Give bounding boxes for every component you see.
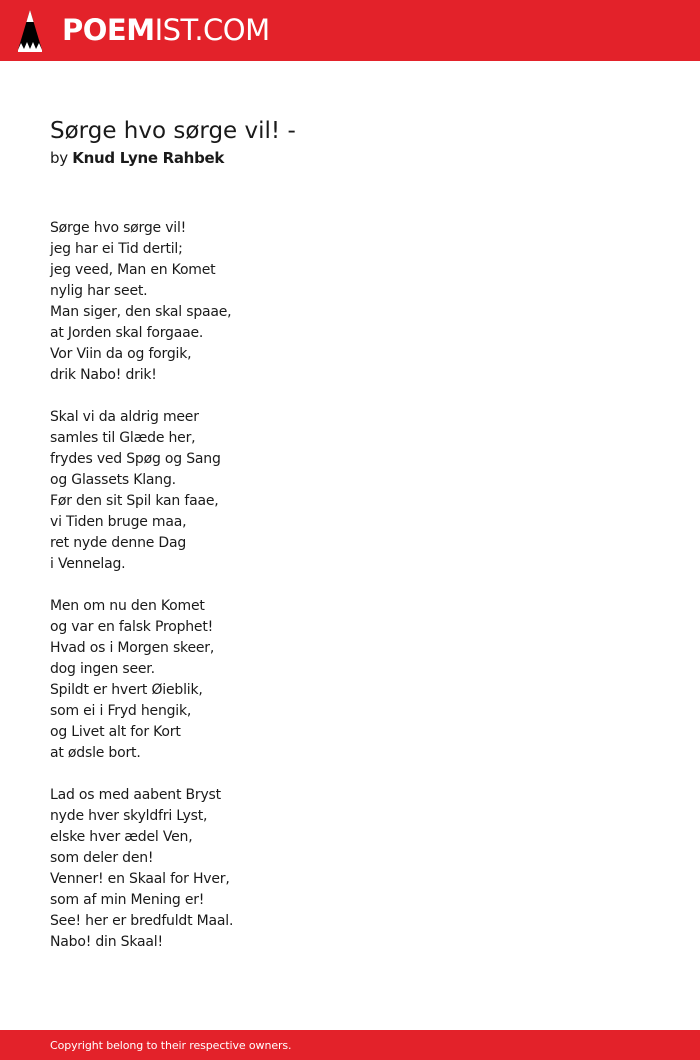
- poem-line: Før den sit Spil kan faae,: [50, 493, 219, 509]
- site-header: [0, 0, 700, 61]
- poem-line: Nabo! din Skaal!: [50, 934, 163, 950]
- poem-line: frydes ved Spøg og Sang: [50, 451, 221, 467]
- poem-line: See! her er bredfuldt Maal.: [50, 913, 234, 929]
- site-logo-link[interactable]: [18, 10, 270, 52]
- poem-line: Hvad os i Morgen skeer,: [50, 640, 215, 656]
- poem-line: vi Tiden bruge maa,: [50, 514, 187, 530]
- poem-line: som deler den!: [50, 850, 154, 866]
- pencil-tip-icon: [18, 10, 42, 52]
- poem-line: ret nyde denne Dag: [50, 535, 187, 551]
- poem-line: i Vennelag.: [50, 556, 126, 572]
- copyright-notice: Copyright belong to their respective owners.: [50, 1039, 292, 1052]
- poem-line: Man siger, den skal spaae,: [50, 304, 232, 320]
- author-name: Knud Lyne Rahbek: [72, 149, 225, 167]
- poem-title: Sørge hvo sørge vil! -: [50, 118, 296, 144]
- poem-stanza: [50, 218, 233, 386]
- poem-line: dog ingen seer.: [50, 661, 155, 677]
- poem-line: Men om nu den Komet: [50, 598, 205, 614]
- poem-stanza: [50, 785, 233, 953]
- poem-line: Vor Viin da og forgik,: [50, 346, 192, 362]
- poem-line: Spildt er hvert Øieblik,: [50, 682, 203, 698]
- logo-wordmark-light: IST.COM: [154, 13, 270, 47]
- byline-prefix: by: [50, 149, 68, 167]
- poem-line: Venner! en Skaal for Hver,: [50, 871, 230, 887]
- logo-wordmark-bold: POEM: [62, 13, 155, 47]
- logo-wordmark: [62, 13, 270, 47]
- poem-byline: [50, 148, 224, 169]
- poem-line: at ødsle bort.: [50, 745, 141, 761]
- poem-line: drik Nabo! drik!: [50, 367, 157, 383]
- poem-stanza: [50, 596, 233, 764]
- poem-line: nyde hver skyldfri Lyst,: [50, 808, 208, 824]
- poem-line: og Livet alt for Kort: [50, 724, 181, 740]
- poem-line: elske hver ædel Ven,: [50, 829, 193, 845]
- poem-line: Skal vi da aldrig meer: [50, 409, 199, 425]
- poem-line: og var en falsk Prophet!: [50, 619, 214, 635]
- poem-line: og Glassets Klang.: [50, 472, 176, 488]
- poem-line: nylig har seet.: [50, 283, 148, 299]
- poem-line: at Jorden skal forgaae.: [50, 325, 204, 341]
- poem-line: som af min Mening er!: [50, 892, 205, 908]
- poem-line: Sørge hvo sørge vil!: [50, 220, 187, 236]
- poem-line: som ei i Fryd hengik,: [50, 703, 192, 719]
- poem-stanza: [50, 407, 233, 575]
- poem-line: samles til Glæde her,: [50, 430, 196, 446]
- poem-body: [50, 218, 233, 974]
- site-footer: [0, 1030, 700, 1060]
- poem-line: Lad os med aabent Bryst: [50, 787, 221, 803]
- poem-line: jeg har ei Tid dertil;: [50, 241, 183, 257]
- poem-line: jeg veed, Man en Komet: [50, 262, 216, 278]
